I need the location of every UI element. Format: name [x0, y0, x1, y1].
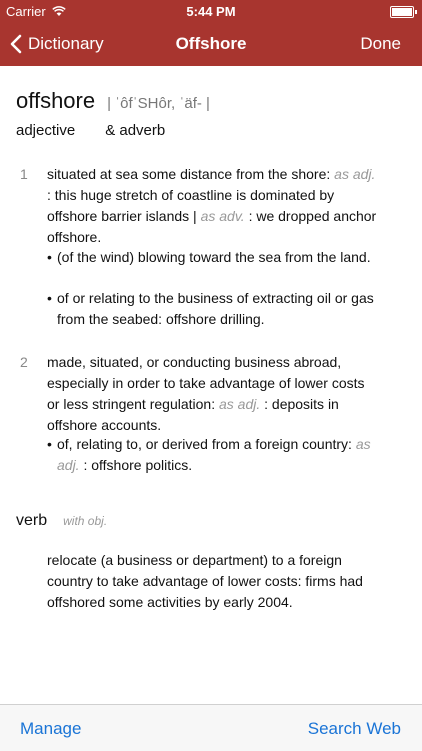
- done-button[interactable]: Done: [360, 34, 401, 53]
- pos-verb: verb: [16, 512, 48, 529]
- sense-text-part: situated at sea some distance from the shore:: [47, 166, 331, 182]
- definition-content: [0, 66, 422, 704]
- usage-label: as adj.: [218, 396, 261, 412]
- sense-number: 2: [20, 354, 28, 370]
- bullet: •: [47, 290, 52, 306]
- headword: offshore: [16, 88, 96, 113]
- pos-extra: & adverb: [105, 122, 166, 139]
- pronunciation: | ˈôfˈSHôr, ˈäf- |: [107, 95, 210, 112]
- manage-button[interactable]: Manage: [20, 719, 82, 738]
- subsense-text-part: : offshore politics.: [83, 457, 193, 473]
- verb-heading: [16, 512, 107, 530]
- status-time: 5:44 PM: [186, 4, 236, 19]
- back-button-label: Dictionary: [28, 34, 104, 53]
- status-bar: [0, 0, 422, 22]
- bullet: •: [47, 436, 52, 452]
- usage-label: as adj.: [334, 166, 376, 182]
- subsense-text: of or relating to the business of extracting oil or gas from the seabed: offshore drilling.: [57, 290, 374, 327]
- verb-definition: relocate (a business or department) to a foreign country to take advantage of lower costs: firms had offshored some activities by early 2004.: [47, 552, 363, 610]
- headword-row: [16, 88, 210, 114]
- part-of-speech: [16, 122, 165, 139]
- sense-text: [47, 164, 377, 248]
- carrier-label: Carrier: [6, 4, 46, 19]
- verb-note: with obj.: [63, 514, 108, 528]
- bottom-toolbar: [0, 704, 422, 751]
- sense-text-part: made, situated, or conducting business abroad, especially in order to take advantage of lower costs or less stringent regulation:: [47, 354, 365, 412]
- sense-text-part: : this huge stretch of coastline is dominated by offshore barrier islands |: [47, 187, 335, 224]
- bullet: •: [47, 249, 52, 265]
- usage-label: as adv.: [200, 208, 245, 224]
- sense-text: [47, 352, 377, 436]
- subsense-text-part: of, relating to, or derived from a foreign country:: [57, 436, 352, 452]
- sense-number: 1: [20, 166, 28, 182]
- subsense-text: (of the wind) blowing toward the sea from the land.: [57, 249, 371, 265]
- usage-label: as adj.: [57, 436, 371, 473]
- page-title: Offshore: [175, 34, 247, 53]
- pos-adjective: adjective: [16, 122, 76, 139]
- sense-text-part: : we dropped anchor offshore.: [47, 208, 377, 245]
- subsense-text: [57, 434, 392, 476]
- sense-text-part: : deposits in offshore accounts.: [47, 396, 339, 433]
- battery-icon: [390, 6, 414, 18]
- navigation-bar: [0, 22, 422, 66]
- search-web-button[interactable]: Search Web: [307, 719, 401, 738]
